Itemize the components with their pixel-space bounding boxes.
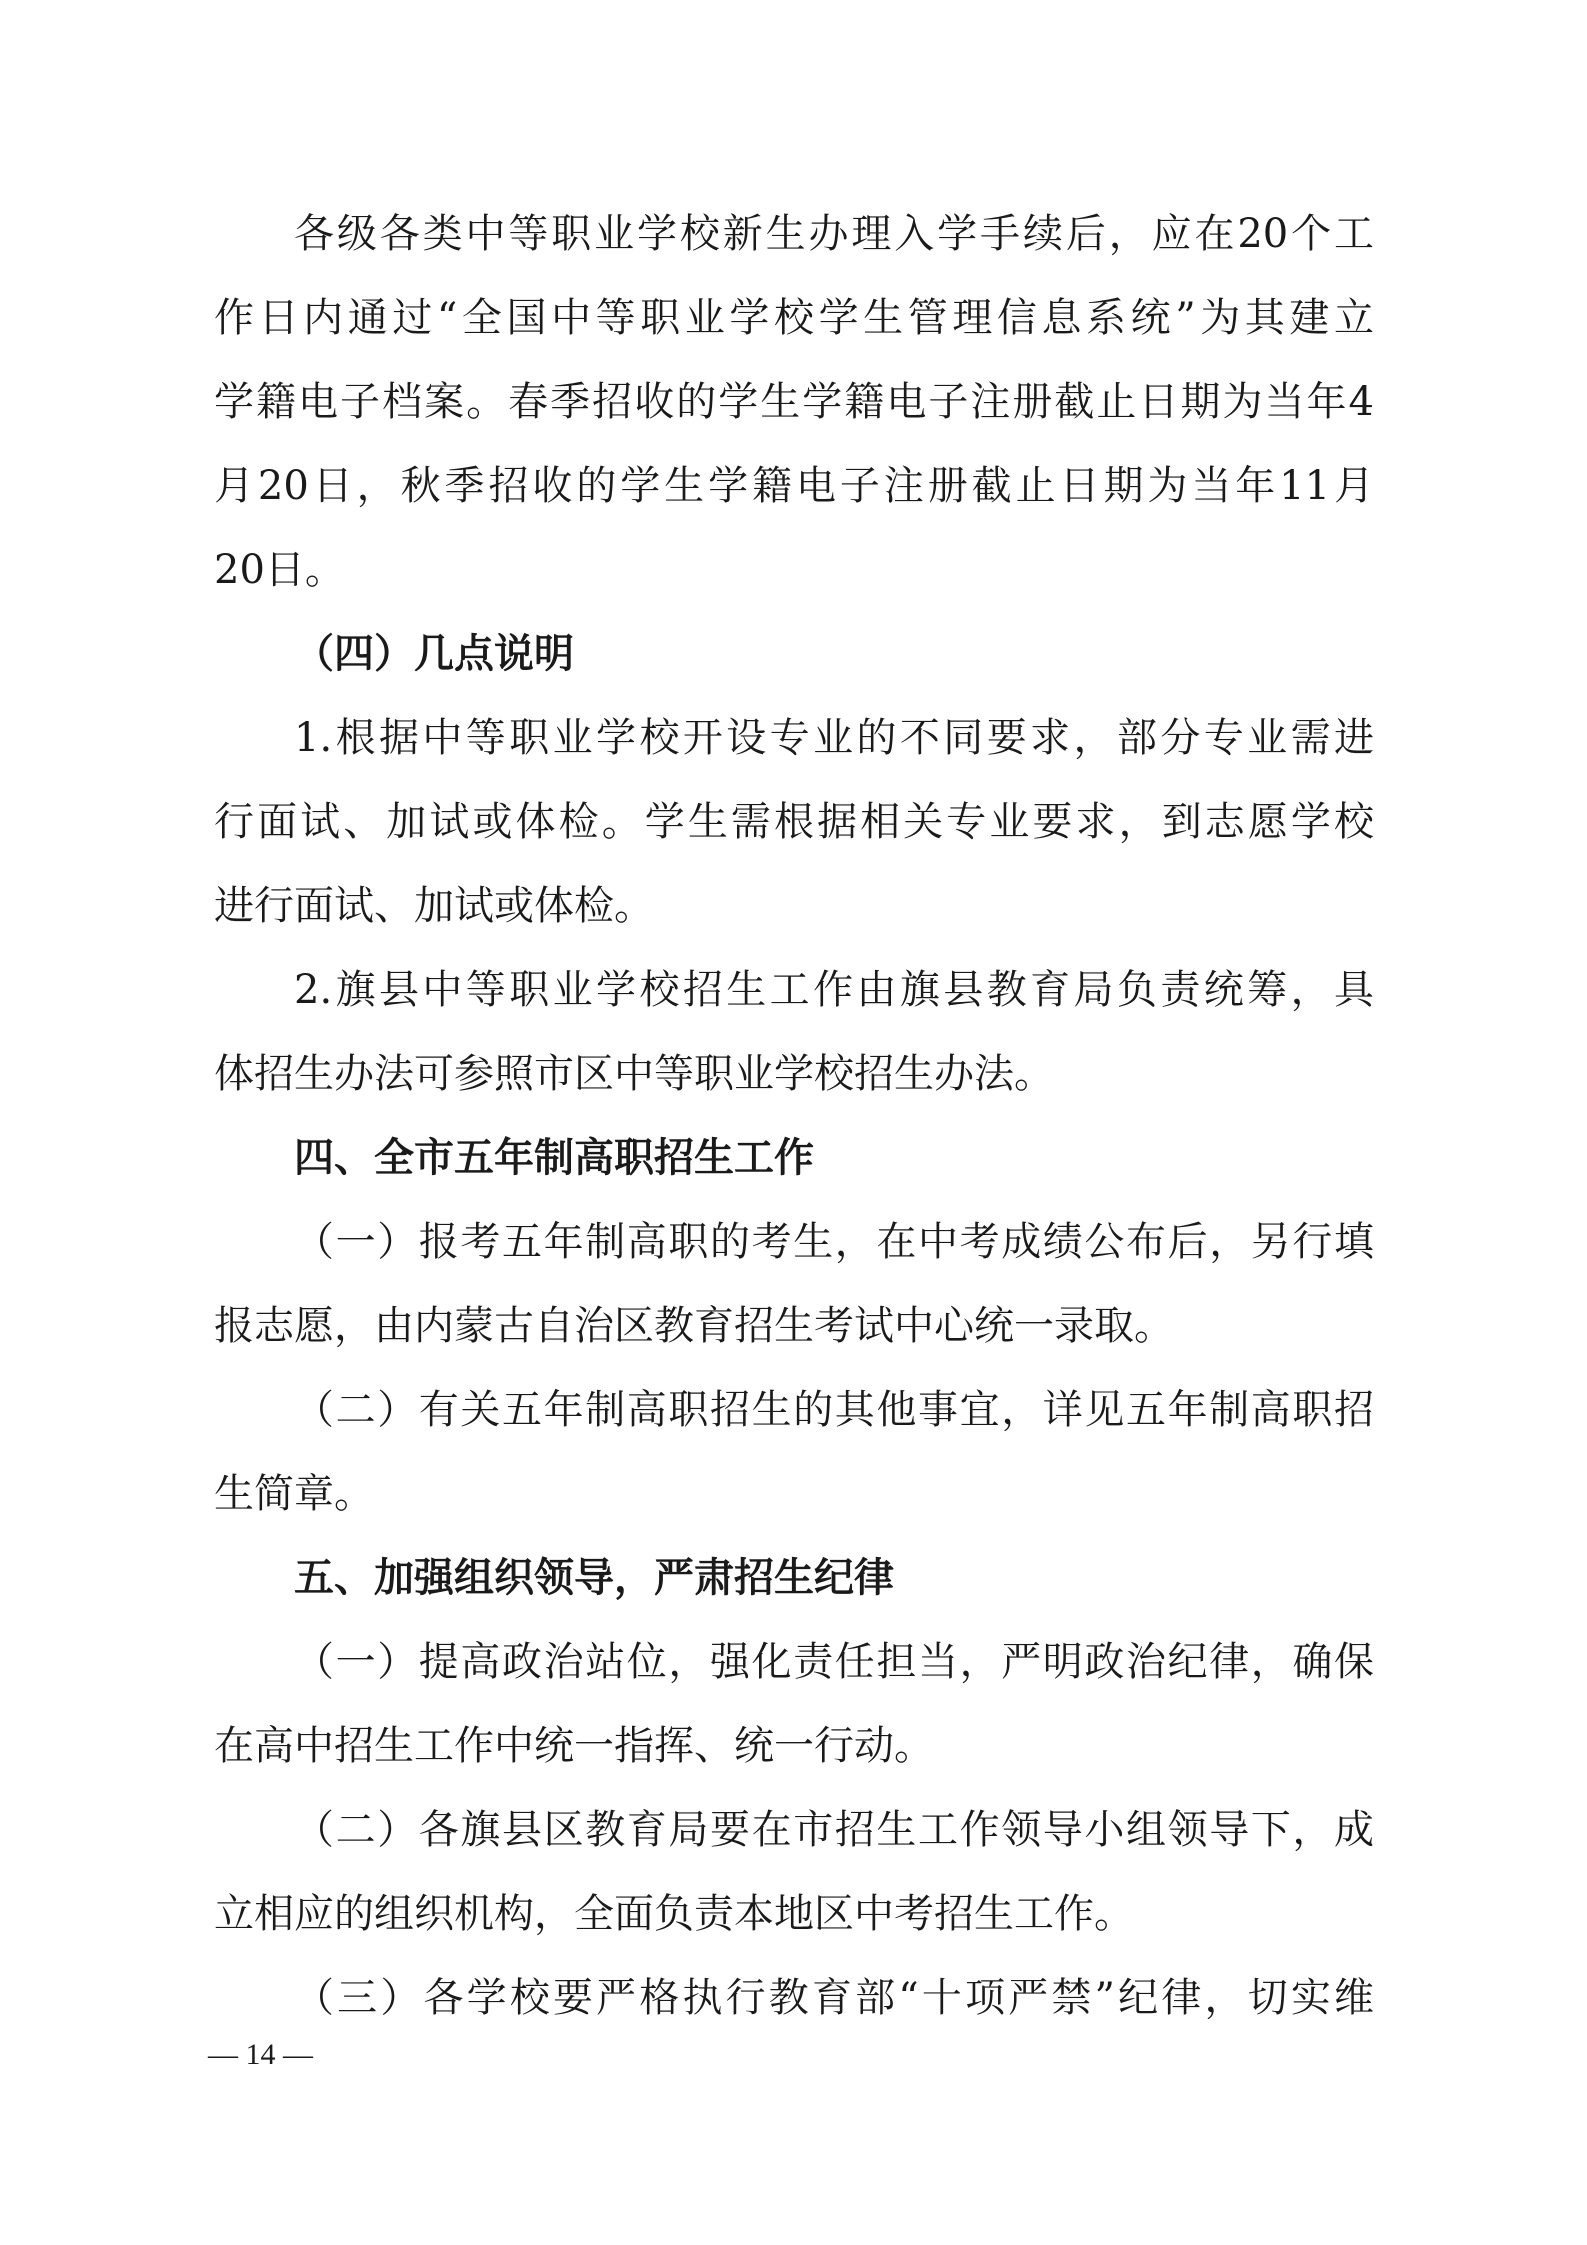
paragraph-line: 2.旗县中等职业学校招生工作由旗县教育局负责统筹，具: [294, 967, 1374, 1013]
paragraph-line: 立相应的组织机构，全面负责本地区中考招生工作。: [214, 1891, 1134, 1937]
paragraph-line: 行面试、加试或体检。学生需根据相关专业要求，到志愿学校: [214, 799, 1374, 845]
paragraph-line: 20日。: [214, 547, 345, 593]
paragraph-line: （一）报考五年制高职的考生，在中考成绩公布后，另行填: [294, 1219, 1374, 1265]
paragraph-line: 学籍电子档案。春季招收的学生学籍电子注册截止日期为当年4: [214, 379, 1374, 425]
paragraph-line: 体招生办法可参照市区中等职业学校招生办法。: [214, 1051, 1054, 1097]
page-number: — 14 —: [208, 2038, 313, 2071]
paragraph-line: （三）各学校要严格执行教育部“十项严禁”纪律，切实维: [294, 1975, 1374, 2021]
paragraph-line: （二）有关五年制高职招生的其他事宜，详见五年制高职招: [294, 1387, 1374, 1433]
section-heading: 四、全市五年制高职招生工作: [294, 1135, 814, 1181]
paragraph-line: （二）各旗县区教育局要在市招生工作领导小组领导下，成: [294, 1807, 1374, 1853]
section-subheading: （四）几点说明: [294, 630, 574, 677]
paragraph-line: 进行面试、加试或体检。: [214, 883, 654, 929]
paragraph-line: 月20日，秋季招收的学生学籍电子注册截止日期为当年11月: [214, 463, 1374, 509]
paragraph-line: 报志愿，由内蒙古自治区教育招生考试中心统一录取。: [214, 1303, 1174, 1349]
paragraph-line: 生简章。: [214, 1471, 374, 1517]
paragraph-line: 在高中招生工作中统一指挥、统一行动。: [214, 1723, 934, 1769]
paragraph-line: 作日内通过“全国中等职业学校学生管理信息系统”为其建立: [214, 295, 1374, 341]
paragraph-line: 1.根据中等职业学校开设专业的不同要求，部分专业需进: [294, 715, 1374, 761]
paragraph-line: 各级各类中等职业学校新生办理入学手续后，应在20个工: [294, 211, 1374, 257]
paragraph-line: （一）提高政治站位，强化责任担当，严明政治纪律，确保: [294, 1639, 1374, 1685]
section-heading: 五、加强组织领导，严肃招生纪律: [294, 1555, 894, 1601]
